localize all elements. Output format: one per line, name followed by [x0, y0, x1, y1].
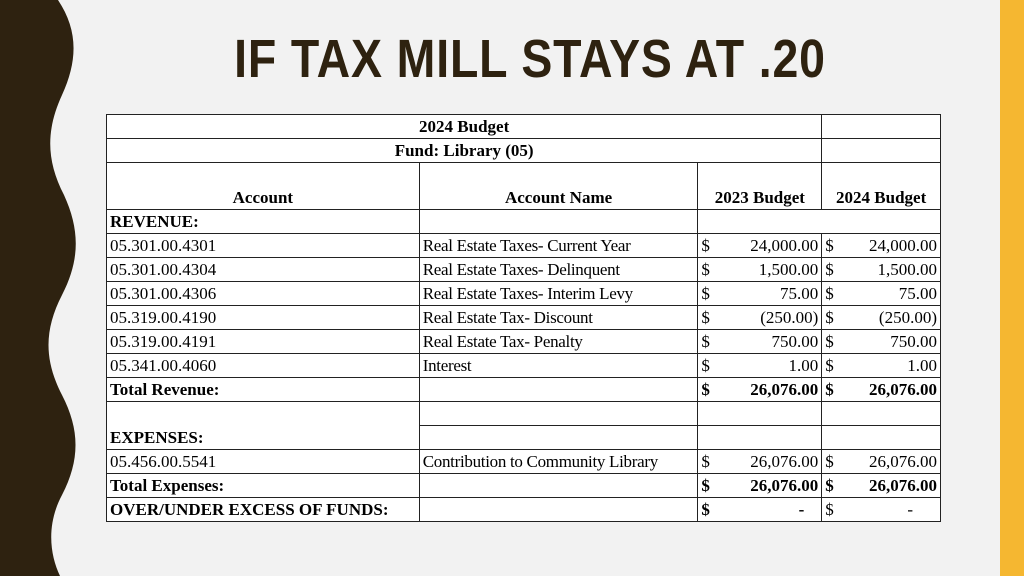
total-revenue-2023	[698, 378, 822, 402]
account-number: 05.341.00.4060	[107, 354, 420, 378]
table-cell	[419, 402, 698, 426]
table-cell	[822, 163, 941, 187]
amount: 24,000.00	[869, 236, 937, 255]
column-header-2024-budget: 2024 Budget	[822, 186, 941, 210]
account-number: 05.456.00.5541	[107, 450, 420, 474]
currency-symbol: $	[701, 476, 710, 495]
account-name: Real Estate Taxes- Interim Levy	[419, 282, 698, 306]
budget-2024-cell	[822, 282, 941, 306]
amount: 26,076.00	[869, 476, 937, 495]
amount: 1.00	[907, 356, 937, 375]
budget-table	[106, 114, 941, 522]
currency-symbol: $	[701, 308, 710, 327]
table-cell	[822, 210, 941, 234]
over-under-2024	[822, 498, 941, 522]
table-cell	[698, 402, 822, 426]
account-name: Real Estate Tax- Discount	[419, 306, 698, 330]
total-expenses-2024	[822, 474, 941, 498]
table-row	[107, 234, 941, 258]
table-cell	[698, 210, 822, 234]
revenue-label: REVENUE:	[107, 210, 420, 234]
budget-2024-cell	[822, 354, 941, 378]
total-revenue-label: Total Revenue:	[107, 378, 420, 402]
total-expenses-row	[107, 474, 941, 498]
account-number: 05.319.00.4191	[107, 330, 420, 354]
expense-rows	[107, 450, 941, 474]
amount: 26,076.00	[869, 380, 937, 399]
table-cell	[107, 402, 420, 426]
table-heading-row	[107, 139, 941, 163]
account-number: 05.301.00.4306	[107, 282, 420, 306]
accent-bar	[1000, 0, 1024, 576]
currency-symbol: $	[701, 452, 710, 471]
table-cell	[822, 139, 941, 163]
amount: 750.00	[771, 332, 819, 351]
currency-symbol: $	[825, 308, 834, 327]
budget-2023-cell	[698, 306, 822, 330]
budget-2023-cell	[698, 450, 822, 474]
table-cell	[698, 426, 822, 450]
table-cell	[822, 426, 941, 450]
table-cell	[419, 163, 698, 187]
table-row	[107, 330, 941, 354]
column-header-row	[107, 186, 941, 210]
column-header-account: Account	[107, 186, 420, 210]
account-name: Real Estate Taxes- Delinquent	[419, 258, 698, 282]
currency-symbol: $	[701, 236, 710, 255]
currency-symbol: $	[825, 356, 834, 375]
budget-2023-cell	[698, 258, 822, 282]
table-heading-row	[107, 115, 941, 139]
table-cell	[419, 474, 698, 498]
currency-symbol: $	[825, 380, 834, 399]
currency-symbol: $	[701, 380, 710, 399]
total-revenue-2024	[822, 378, 941, 402]
currency-symbol: $	[825, 332, 834, 351]
account-name: Real Estate Taxes- Current Year	[419, 234, 698, 258]
amount: 26,076.00	[750, 452, 819, 471]
budget-2023-cell	[698, 234, 822, 258]
table-spacer-row	[107, 163, 941, 187]
account-number: 05.319.00.4190	[107, 306, 420, 330]
table-cell	[419, 426, 698, 450]
table-cell	[698, 163, 822, 187]
currency-symbol: $	[701, 284, 710, 303]
amount: (250.00)	[760, 308, 819, 327]
budget-2023-cell	[698, 330, 822, 354]
account-name: Interest	[419, 354, 698, 378]
budget-2024-cell	[822, 330, 941, 354]
amount: 75.00	[898, 284, 937, 303]
over-under-label: OVER/UNDER EXCESS OF FUNDS:	[107, 498, 420, 522]
budget-2024-cell	[822, 234, 941, 258]
amount: -	[907, 500, 913, 519]
table-cell	[419, 378, 698, 402]
amount: 750.00	[890, 332, 937, 351]
account-name: Contribution to Community Library	[419, 450, 698, 474]
budget-2023-cell	[698, 354, 822, 378]
table-row	[107, 306, 941, 330]
amount: 1,500.00	[877, 260, 937, 279]
expenses-label: EXPENSES:	[107, 426, 420, 450]
over-under-row	[107, 498, 941, 522]
currency-symbol: $	[825, 452, 834, 471]
over-under-2023	[698, 498, 822, 522]
table-row	[107, 282, 941, 306]
revenue-rows	[107, 234, 941, 378]
currency-symbol: $	[825, 476, 834, 495]
table-cell	[107, 163, 420, 187]
heading-fund: Fund: Library (05)	[107, 139, 822, 163]
currency-symbol: $	[701, 500, 710, 519]
currency-symbol: $	[825, 284, 834, 303]
amount: -	[798, 500, 805, 519]
currency-symbol: $	[825, 260, 834, 279]
currency-symbol: $	[825, 236, 834, 255]
amount: 26,076.00	[750, 380, 819, 399]
heading-budget-year: 2024 Budget	[107, 115, 822, 139]
amount: 1.00	[788, 356, 819, 375]
account-number: 05.301.00.4301	[107, 234, 420, 258]
slide-title: IF TAX MILL STAYS AT .20	[234, 29, 826, 89]
total-revenue-row	[107, 378, 941, 402]
budget-2024-cell	[822, 306, 941, 330]
currency-symbol: $	[701, 260, 710, 279]
table-row	[107, 450, 941, 474]
column-header-account-name: Account Name	[419, 186, 698, 210]
budget-2023-cell	[698, 282, 822, 306]
wavy-border-decoration	[0, 0, 80, 576]
table-cell	[822, 115, 941, 139]
amount: 1,500.00	[758, 260, 819, 279]
amount: 26,076.00	[869, 452, 937, 471]
currency-symbol: $	[701, 332, 710, 351]
currency-symbol: $	[701, 356, 710, 375]
table-row	[107, 258, 941, 282]
amount: 24,000.00	[750, 236, 819, 255]
amount: 75.00	[780, 284, 819, 303]
section-row-revenue	[107, 210, 941, 234]
table-spacer-row	[107, 402, 941, 426]
total-expenses-2023	[698, 474, 822, 498]
table-row	[107, 354, 941, 378]
amount: (250.00)	[878, 308, 937, 327]
budget-2024-cell	[822, 450, 941, 474]
amount: 26,076.00	[750, 476, 819, 495]
table-cell	[419, 498, 698, 522]
table-cell	[822, 402, 941, 426]
total-expenses-label: Total Expenses:	[107, 474, 420, 498]
column-header-2023-budget: 2023 Budget	[698, 186, 822, 210]
section-row-expenses	[107, 426, 941, 450]
account-number: 05.301.00.4304	[107, 258, 420, 282]
currency-symbol: $	[825, 500, 834, 519]
account-name: Real Estate Tax- Penalty	[419, 330, 698, 354]
budget-2024-cell	[822, 258, 941, 282]
table-cell	[419, 210, 698, 234]
